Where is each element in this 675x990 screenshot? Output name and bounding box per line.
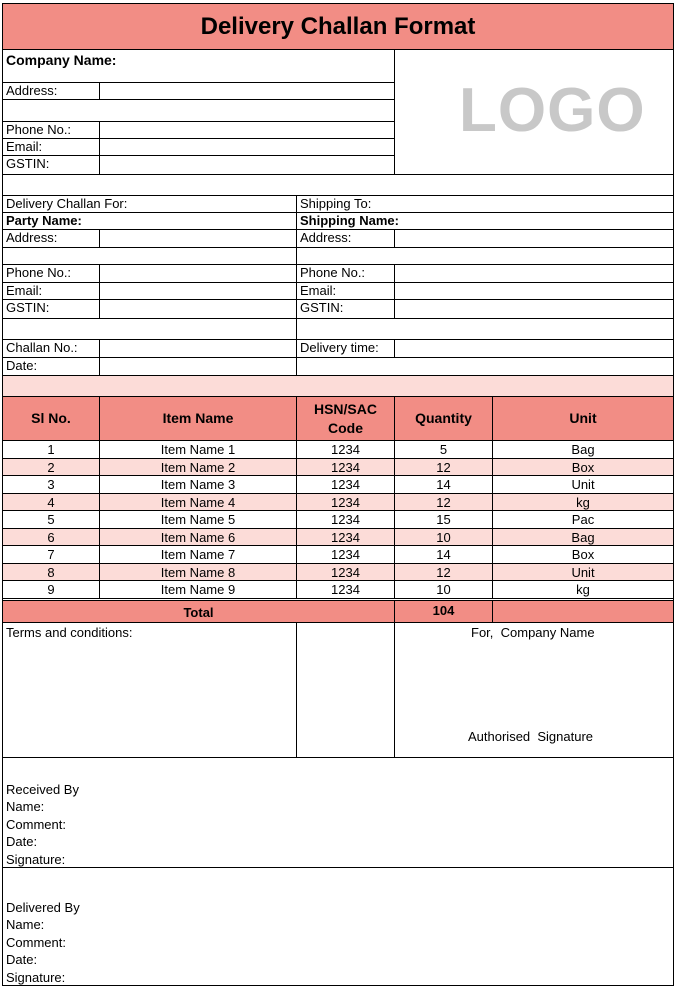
received-by-text: Received By Name: Comment: Date: Signature: [6, 782, 79, 867]
quantity-cell[interactable]: 14 [394, 475, 493, 494]
unit-cell[interactable]: kg [492, 580, 674, 599]
hsn-code-cell[interactable]: 1234 [296, 440, 395, 459]
shipping-gstin-label: GSTIN: [296, 299, 395, 319]
item-name-cell[interactable]: Item Name 4 [99, 493, 297, 511]
party-email-label: Email: [2, 282, 100, 300]
terms-blank-cell [296, 622, 395, 758]
delivered-by-box[interactable] [2, 867, 674, 986]
sl-no-cell[interactable]: 5 [2, 510, 100, 529]
sl-no-cell[interactable]: 9 [2, 580, 100, 599]
shipping-address-label: Address: [296, 229, 395, 248]
item-name-cell[interactable]: Item Name 9 [99, 580, 297, 599]
item-name-cell[interactable]: Item Name 5 [99, 510, 297, 529]
col-header-unit: Unit [492, 396, 674, 441]
spacer-row [2, 174, 674, 196]
unit-cell[interactable]: Box [492, 458, 674, 476]
party-phone-field[interactable] [99, 264, 297, 283]
company-phone-field[interactable] [99, 121, 395, 139]
total-unit-blank [492, 600, 674, 623]
unit-cell[interactable]: Bag [492, 528, 674, 546]
unit-cell[interactable]: Pac [492, 510, 674, 529]
company-address-line2[interactable] [2, 99, 395, 122]
received-by-box[interactable] [2, 757, 674, 868]
company-address-field[interactable] [99, 82, 395, 100]
party-address-label: Address: [2, 229, 100, 248]
company-phone-label: Phone No.: [2, 121, 100, 139]
quantity-cell[interactable]: 12 [394, 493, 493, 511]
company-address-label: Address: [2, 82, 100, 100]
quantity-cell[interactable]: 10 [394, 580, 493, 599]
separator-band [2, 375, 674, 397]
hsn-code-cell[interactable]: 1234 [296, 580, 395, 599]
shipping-name-label: Shipping Name: [296, 212, 674, 230]
shipping-phone-label: Phone No.: [296, 264, 395, 283]
quantity-cell[interactable]: 15 [394, 510, 493, 529]
shipping-gstin-field[interactable] [394, 299, 674, 319]
company-name-label: Company Name: [2, 49, 395, 83]
party-gstin-field[interactable] [99, 299, 297, 319]
hsn-code-cell[interactable]: 1234 [296, 528, 395, 546]
hsn-code-cell[interactable]: 1234 [296, 493, 395, 511]
sl-no-cell[interactable]: 2 [2, 458, 100, 476]
party-name-label: Party Name: [2, 212, 297, 230]
sl-no-cell[interactable]: 6 [2, 528, 100, 546]
shipping-to-label: Shipping To: [296, 195, 674, 213]
item-name-cell[interactable]: Item Name 6 [99, 528, 297, 546]
sl-no-cell[interactable]: 7 [2, 545, 100, 564]
hsn-code-cell[interactable]: 1234 [296, 510, 395, 529]
logo-box [394, 49, 674, 175]
hsn-code-cell[interactable]: 1234 [296, 563, 395, 581]
quantity-cell[interactable]: 5 [394, 440, 493, 459]
company-email-field[interactable] [99, 138, 395, 156]
for-company-name: For, Company Name [471, 625, 595, 640]
challan-no-field[interactable] [99, 339, 297, 358]
party-phone-label: Phone No.: [2, 264, 100, 283]
quantity-cell[interactable]: 12 [394, 458, 493, 476]
shipping-email-field[interactable] [394, 282, 674, 300]
col-header-hsn-code: HSN/SAC Code [296, 396, 395, 441]
shipping-address-line2[interactable] [296, 247, 674, 265]
quantity-cell[interactable]: 14 [394, 545, 493, 564]
sl-no-cell[interactable]: 3 [2, 475, 100, 494]
item-name-cell[interactable]: Item Name 1 [99, 440, 297, 459]
unit-cell[interactable]: kg [492, 493, 674, 511]
party-gstin-label: GSTIN: [2, 299, 100, 319]
company-gstin-field[interactable] [99, 155, 395, 175]
unit-cell[interactable]: Unit [492, 475, 674, 494]
quantity-cell[interactable]: 10 [394, 528, 493, 546]
delivered-by-text: Delivered By Name: Comment: Date: Signature: [6, 900, 80, 985]
hsn-code-cell[interactable]: 1234 [296, 475, 395, 494]
signature-box [394, 622, 674, 758]
hsn-code-cell[interactable]: 1234 [296, 458, 395, 476]
shipping-email-label: Email: [296, 282, 395, 300]
date-row-blank [296, 357, 674, 376]
party-spacer [2, 318, 297, 340]
total-label: Total [2, 600, 395, 623]
total-quantity: 104 [394, 600, 493, 623]
shipping-phone-field[interactable] [394, 264, 674, 283]
sl-no-cell[interactable]: 8 [2, 563, 100, 581]
party-address-field[interactable] [99, 229, 297, 248]
col-header-quantity: Quantity [394, 396, 493, 441]
unit-cell[interactable]: Bag [492, 440, 674, 459]
shipping-address-field[interactable] [394, 229, 674, 248]
quantity-cell[interactable]: 12 [394, 563, 493, 581]
date-field[interactable] [99, 357, 297, 376]
party-address-line2[interactable] [2, 247, 297, 265]
unit-cell[interactable]: Unit [492, 563, 674, 581]
delivery-time-field[interactable] [394, 339, 674, 358]
party-email-field[interactable] [99, 282, 297, 300]
delivery-time-label: Delivery time: [296, 339, 395, 358]
company-gstin-label: GSTIN: [2, 155, 100, 175]
item-name-cell[interactable]: Item Name 8 [99, 563, 297, 581]
date-label: Date: [2, 357, 100, 376]
authorised-signature: Authorised Signature [468, 729, 594, 744]
sl-no-cell[interactable]: 1 [2, 440, 100, 459]
challan-no-label: Challan No.: [2, 339, 100, 358]
logo-placeholder: LOGO [459, 76, 646, 145]
item-name-cell[interactable]: Item Name 2 [99, 458, 297, 476]
delivery-challan-for-label: Delivery Challan For: [2, 195, 297, 213]
sl-no-cell[interactable]: 4 [2, 493, 100, 511]
unit-cell[interactable]: Box [492, 545, 674, 564]
terms-and-conditions[interactable]: Terms and conditions: [2, 622, 297, 758]
hsn-code-cell[interactable]: 1234 [296, 545, 395, 564]
document-title: Delivery Challan Format [2, 3, 674, 50]
item-name-cell[interactable]: Item Name 7 [99, 545, 297, 564]
item-name-cell[interactable]: Item Name 3 [99, 475, 297, 494]
company-email-label: Email: [2, 138, 100, 156]
shipping-spacer [296, 318, 674, 340]
col-header-sl-no: Sl No. [2, 396, 100, 441]
col-header-item-name: Item Name [99, 396, 297, 441]
